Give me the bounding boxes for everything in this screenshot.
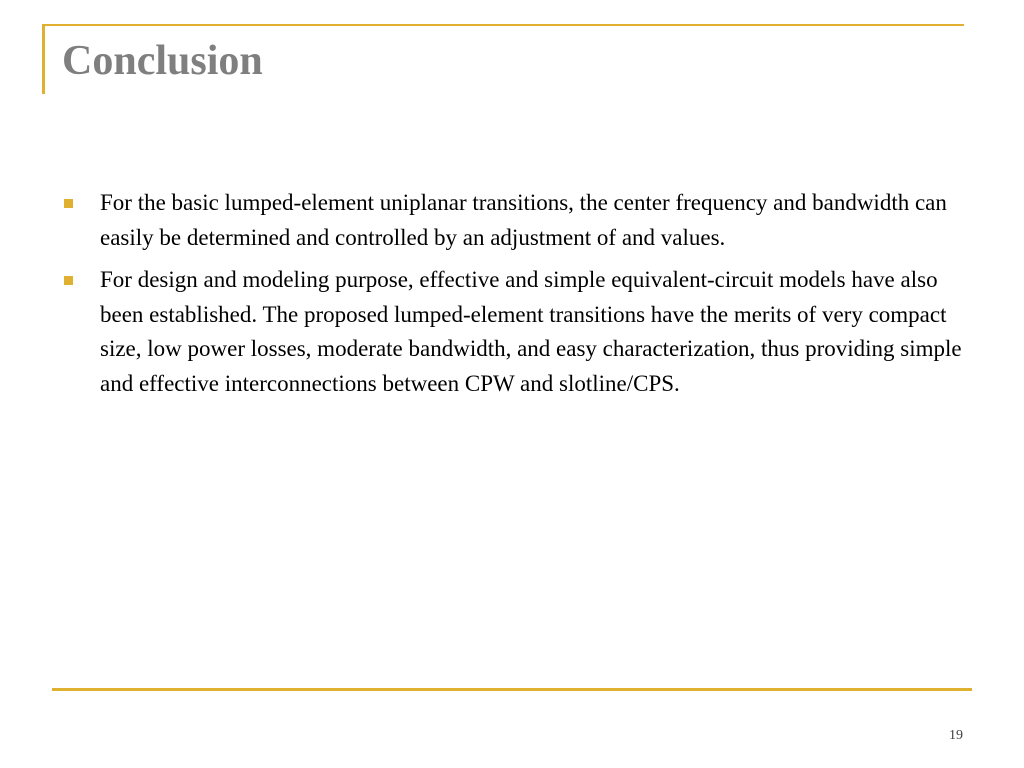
bullet-item bbox=[62, 263, 962, 401]
title-accent-horizontal-line bbox=[42, 24, 964, 26]
slide-title: Conclusion bbox=[62, 38, 263, 84]
bullet-text: For the basic lumped-element uniplanar transitions, the center frequency and bandwidth can easily be determined and controlled by an adjustment of and values. bbox=[100, 190, 947, 250]
title-accent-vertical-line bbox=[42, 24, 45, 94]
bullet-text: For design and modeling purpose, effective and simple equivalent-circuit models have also been established. The proposed lumped-element transitions have the merits of very compact size, low power losses, moderate bandwidth, and easy characterization, thus providing simple and effective interconnections between CPW and slotline/CPS. bbox=[100, 267, 962, 396]
square-bullet-icon bbox=[64, 199, 73, 208]
bullet-list bbox=[62, 186, 962, 409]
bullet-item bbox=[62, 186, 962, 255]
page-number: 19 bbox=[949, 728, 963, 743]
square-bullet-icon bbox=[64, 276, 73, 285]
footer-divider bbox=[52, 688, 972, 691]
